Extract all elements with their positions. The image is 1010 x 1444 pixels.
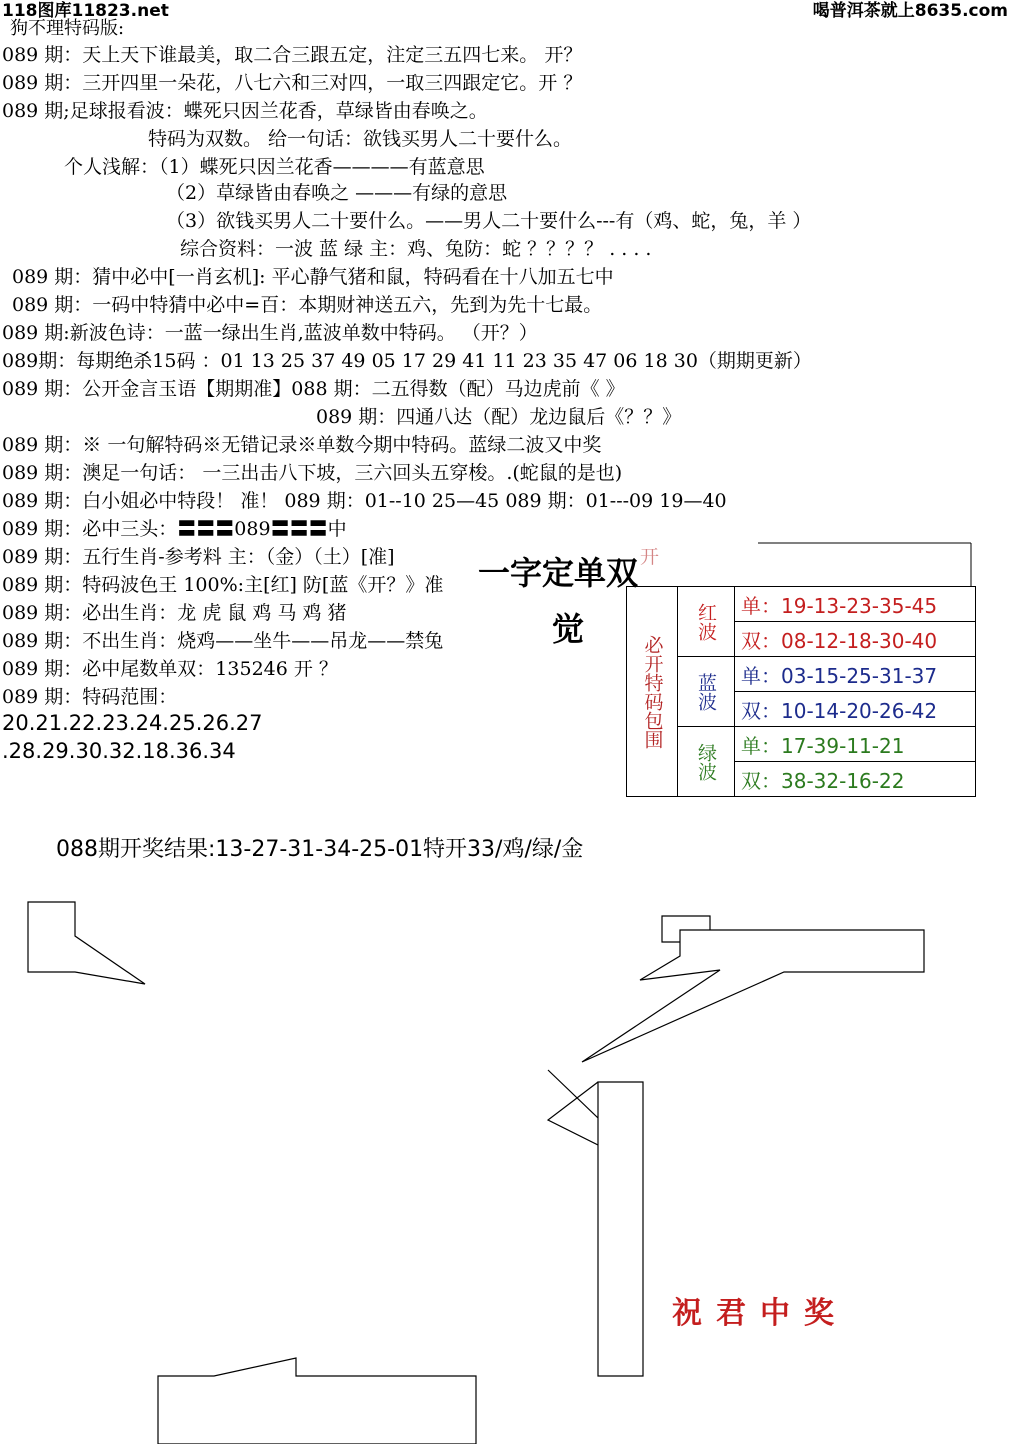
- text-line: 个人浅解：（1）蝶死只因兰花香————有蓝意思: [64, 156, 485, 178]
- text-line: （3）欲钱买男人二十要什么。——男人二十要什么---有（鸡、蛇，兔，羊 ）: [166, 210, 812, 232]
- text-line: 综合资料：一波 蓝 绿 主：鸡、兔防：蛇 ？？？？ . . . .: [180, 238, 652, 260]
- overlay-sub: 觉: [552, 610, 585, 648]
- site-logo-right: 喝普洱茶就上8635.com: [812, 1, 1008, 21]
- package-label: 必开特码包围: [627, 587, 678, 797]
- text-line: 089 期：必中尾数单双：135246 开 ？: [2, 658, 338, 680]
- text-line: 089 期：※ 一句解特码※无错记录※单数今期中特码。蓝绿二波又中奖: [2, 434, 602, 456]
- overlay-title: 一字定单双: [478, 554, 639, 592]
- page-title: 狗不理特码版:: [10, 18, 125, 39]
- text-line: 089 期：必出生肖：龙 虎 鼠 鸡 马 鸡 猪: [2, 602, 347, 624]
- green-double: 双：38-32-16-22: [735, 762, 976, 797]
- site-logo-left: 118图库11823.net: [2, 1, 169, 21]
- text-line: 089 期：天上天下谁最美，取二合三跟五定，注定三五四七来。 开？: [2, 44, 583, 66]
- text-line: 089 期:新波色诗：一蓝一绿出生肖,蓝波单数中特码。 （开？）: [2, 322, 538, 344]
- text-line: 089 期：三开四里一朵花，八七六和三对四，一取三四跟定它。开 ？: [2, 72, 583, 94]
- blue-single: 单：03-15-25-31-37: [735, 657, 976, 692]
- draw-result: 088期开奖结果:13-27-31-34-25-01特开33/鸡/绿/金: [56, 837, 584, 862]
- text-line: 089 期：澳足一句话： 一三出击八下坡，三六回头五穿梭。.(蛇鼠的是也): [2, 462, 623, 484]
- text-line: 089 期：五行生肖-参考料 主：（金）（土）[准]: [2, 546, 395, 568]
- wish-text: 祝君中奖: [672, 1296, 848, 1331]
- text-line: 089 期：公开金言玉语【期期准】088 期：二五得数（配）马边虎前《 》: [2, 378, 625, 400]
- text-line: 089 期;足球报看波：蝶死只因兰花香，草绿皆由春唤之。: [2, 100, 488, 122]
- text-line: 089 期：白小姐必中特段！ 准！ 089 期：01--10 25—45 089 期：01---09 19—40: [2, 490, 727, 512]
- text-line: （2）草绿皆由春唤之 ———有绿的意思: [166, 182, 508, 204]
- red-wave-label: 红波: [678, 587, 735, 657]
- open-mark: 开: [640, 546, 660, 568]
- number-range-line: .28.29.30.32.18.36.34: [2, 739, 236, 763]
- text-line: 089期：每期绝杀15码 ：01 13 25 37 49 05 17 29 41 11 23 35 47 06 18 30（期期更新）: [2, 350, 812, 372]
- blue-double: 双：10-14-20-26-42: [735, 692, 976, 727]
- text-line: 089 期：四通八达（配）龙边鼠后《？？》: [316, 406, 682, 428]
- blue-wave-label: 蓝波: [678, 657, 735, 727]
- text-line: 特码为双数。 给一句话：欲钱买男人二十要什么。: [148, 128, 573, 150]
- red-single: 单：19-13-23-35-45: [735, 587, 976, 622]
- number-range-line: 20.21.22.23.24.25.26.27: [2, 711, 263, 735]
- text-line: 089 期：一码中特猜中必中=百：本期财神送五六，先到为先十七最。: [12, 294, 603, 316]
- text-line: 089 期：必中三头：〓〓〓089〓〓〓中: [2, 518, 347, 540]
- text-line: 089 期：特码范围：: [2, 686, 178, 708]
- text-line: 089 期：不出生肖：烧鸡——坐牛——吊龙——禁兔: [2, 630, 444, 652]
- text-line: 089 期：猜中必中[一肖玄机]: 平心静气猪和鼠，特码看在十八加五七中: [12, 266, 614, 288]
- number-package-table: [626, 586, 976, 797]
- green-wave-label: 绿波: [678, 727, 735, 797]
- green-single: 单：17-39-11-21: [735, 727, 976, 762]
- text-line: 089 期：特码波色王 100%:主[红] 防[蓝《开？》准: [2, 574, 444, 596]
- callout-shapes: [0, 880, 1010, 1444]
- red-double: 双：08-12-18-30-40: [735, 622, 976, 657]
- package-frame-top: [626, 542, 972, 588]
